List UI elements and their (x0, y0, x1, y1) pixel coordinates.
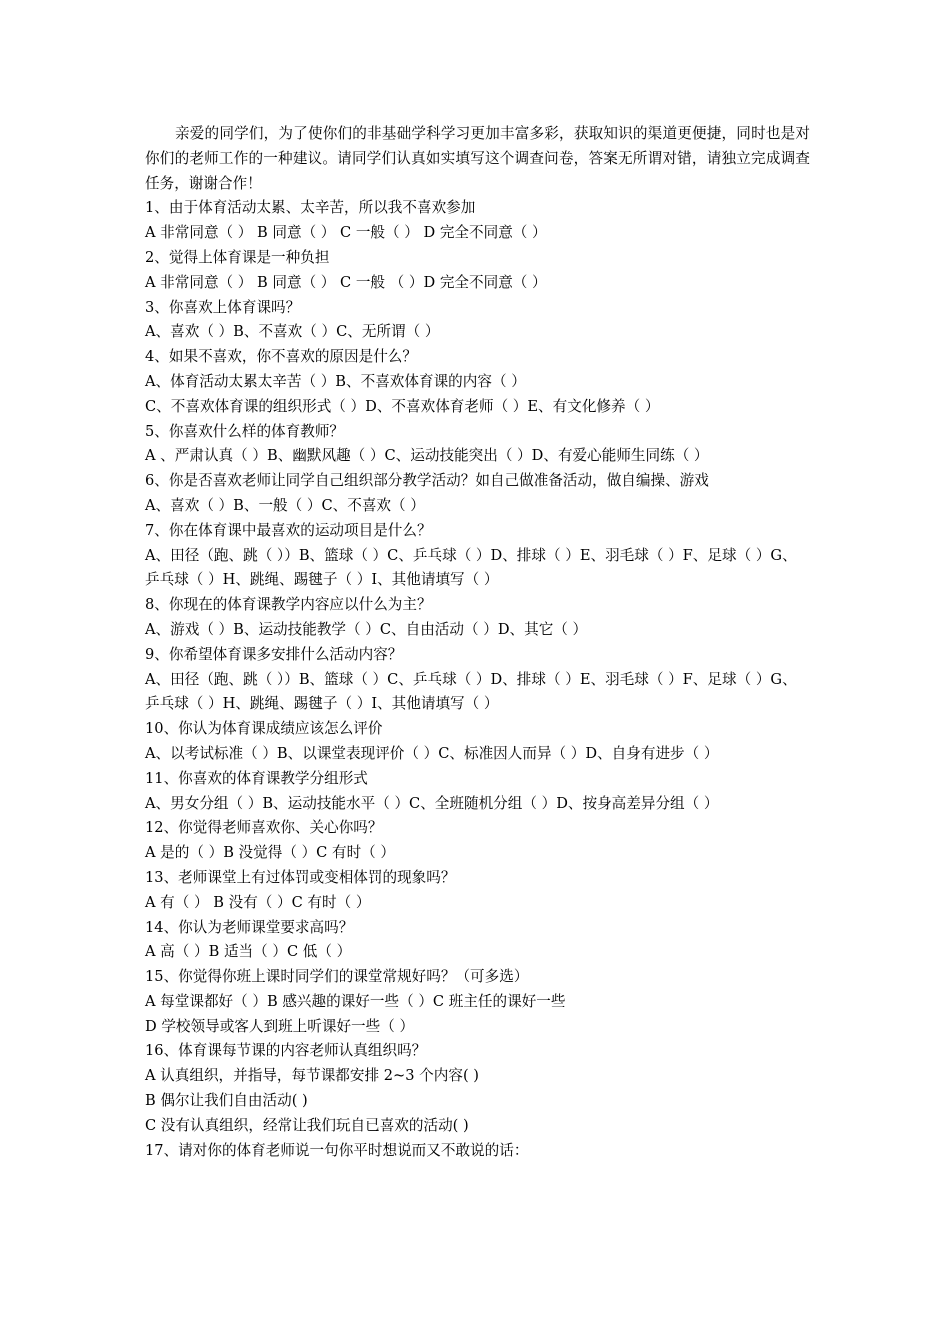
options-9: A、田径（跑、跳（ ））B、篮球（ ）C、乒乓球（ ）D、排球（ ）E、羽毛球（ ）F、足球（ ）G、乒乓球（ ）H、跳绳、踢毽子（ ）I、其他请填写（ ） (145, 670, 797, 713)
options-15a: A 每堂课都好（ ）B 感兴趣的课好一些（ ）C 班主任的课好一些 (145, 992, 566, 1010)
options-16c: C 没有认真组织，经常让我们玩自已喜欢的活动( ) (145, 1116, 469, 1134)
options-16b: B 偶尔让我们自由活动( ) (145, 1092, 308, 1110)
question-15: 15、你觉得你班上课时同学们的课堂常规好吗？（可多选） (145, 968, 529, 986)
question-16: 16、体育课每节课的内容老师认真组织吗？ (145, 1042, 427, 1060)
question-14: 14、你认为老师课堂要求高吗？ (145, 918, 354, 936)
options-13: A 有（ ） B 没有（ ）C 有时（ ） (145, 893, 371, 911)
options-4a: A、体育活动太累太辛苦（ ）B、不喜欢体育课的内容（ ） (145, 372, 526, 390)
question-1: 1、由于体育活动太累、太辛苦，所以我不喜欢参加 (145, 199, 476, 217)
question-10: 10、你认为体育课成绩应该怎么评价 (145, 720, 383, 738)
options-7: A、田径（跑、跳（ ））B、篮球（ ）C、乒乓球（ ）D、排球（ ）E、羽毛球（ ）F、足球（ ）G、乒乓球（ ）H、跳绳、踢毽子（ ）I、其他请填写（ ） (145, 546, 797, 589)
question-12: 12、你觉得老师喜欢你、关心你吗？ (145, 819, 383, 837)
question-4: 4、如果不喜欢，你不喜欢的原因是什么？ (145, 348, 417, 366)
question-7: 7、你在体育课中最喜欢的运动项目是什么？ (145, 521, 432, 539)
question-2: 2、觉得上体育课是一种负担 (145, 248, 330, 266)
options-14: A 高（ ）B 适当（ ）C 低（ ） (145, 943, 352, 961)
options-12: A 是的（ ）B 没觉得（ ）C 有时（ ） (145, 844, 395, 862)
options-5: A 、严肃认真（ ）B、幽默风趣（ ）C、运动技能突出（ ）D、有爱心能师生同练（ ） (145, 447, 709, 465)
question-13: 13、老师课堂上有过体罚或变相体罚的现象吗？ (145, 868, 456, 886)
options-2: A 非常同意（ ） B 同意（ ） C 一般 （ ）D 完全不同意（ ） (145, 273, 547, 291)
options-1: A 非常同意（ ） B 同意（ ） C 一般（ ） D 完全不同意（ ） (145, 224, 547, 242)
intro-paragraph: 亲爱的同学们，为了使你们的非基础学科学习更加丰富多彩，获取知识的渠道更便捷，同时也是对你们的老师工作的一种建议。请同学们认真如实填写这个调查问卷，答案无所谓对错，请独立完成调查任务，谢谢合作！ (145, 125, 810, 192)
question-5: 5、你喜欢什么样的体育教师？ (145, 422, 345, 440)
survey-document (145, 122, 810, 1163)
options-6: A、喜欢（ ）B、一般（ ）C、不喜欢（ ） (145, 496, 425, 514)
question-6: 6、你是否喜欢老师让同学自己组织部分教学活动？如自己做准备活动，做自编操、游戏 (145, 472, 709, 490)
question-9: 9、你希望体育课多安排什么活动内容？ (145, 645, 403, 663)
options-10: A、以考试标准（ ）B、以课堂表现评价（ ）C、标准因人而异（ ）D、自身有进步（ ） (145, 744, 719, 762)
question-17: 17、请对你的体育老师说一句你平时想说而又不敢说的话： (145, 1141, 529, 1159)
options-16a: A 认真组织，并指导，每节课都安排 2~3 个内容( ) (145, 1067, 479, 1085)
options-4b: C、不喜欢体育课的组织形式（ ）D、不喜欢体育老师（ ）E、有文化修养（ ） (145, 397, 660, 415)
options-8: A、游戏（ ）B、运动技能教学（ ）C、自由活动（ ）D、其它（ ） (145, 620, 588, 638)
options-11: A、男女分组（ ）B、运动技能水平（ ）C、全班随机分组（ ）D、按身高差异分组（ ） (145, 794, 719, 812)
question-11: 11、你喜欢的体育课教学分组形式 (145, 769, 368, 787)
options-3: A、喜欢（ ）B、不喜欢（ ）C、无所谓（ ） (145, 323, 440, 341)
question-3: 3、你喜欢上体育课吗？ (145, 298, 301, 316)
options-15b: D 学校领导或客人到班上听课好一些（ ） (145, 1017, 415, 1035)
question-8: 8、你现在的体育课教学内容应以什么为主？ (145, 596, 432, 614)
